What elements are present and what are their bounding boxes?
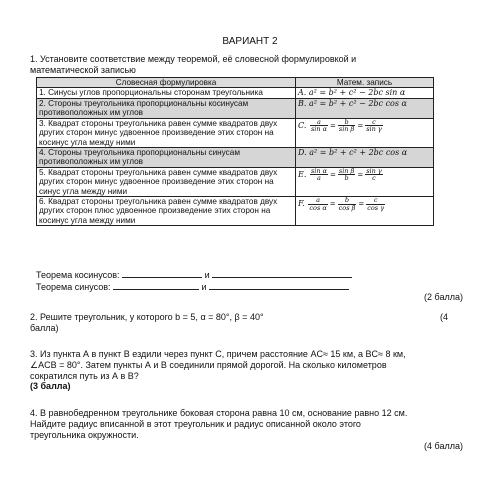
formula-cell: A. a² = b² + c² − 2bc sin α xyxy=(296,88,434,98)
question-4-points: (4 балла) xyxy=(424,441,463,451)
variant-title: ВАРИАНТ 2 xyxy=(222,36,278,47)
question-1-text xyxy=(30,54,430,75)
header-verbal: Словесная формулировка xyxy=(37,78,296,88)
theorem-text: 5. Квадрат стороны треугольника равен сумме квадратов двух других сторон минус удвоенное произведение этих сторон на синус угла между ними xyxy=(37,167,296,196)
question-1-points: (2 балла) xyxy=(424,292,463,302)
table-row xyxy=(37,167,434,196)
question-3-line-3: сократился путь из А в В? xyxy=(30,370,139,381)
cosine-blank-2[interactable] xyxy=(212,268,352,278)
question-3 xyxy=(30,349,470,392)
and-word: и xyxy=(204,270,210,280)
matching-table xyxy=(36,77,434,226)
theorem-text: 6. Квадрат стороны треугольника равен сумме квадратов двух других сторон плюс удвоенное произведение этих сторон на косинус угла между ними xyxy=(37,197,296,226)
formula-cell: E. $\frac{\text{sin α}}{a}$ = $\frac{\text{sin β}}{b}$ = $\frac{\text{sin γ}}{c}$ xyxy=(296,167,434,196)
question-2 xyxy=(30,312,470,323)
theorem-text: 3. Квадрат стороны треугольника равен сумме квадратов двух других сторон минус удвоенное произведение этих сторон на косинус угла между ними xyxy=(37,118,296,147)
table-header-row xyxy=(37,78,434,88)
theorem-text: 4. Стороны треугольника пропорциональны синусам противоположных им углов xyxy=(37,147,296,167)
and-word: и xyxy=(201,282,207,292)
question-3-points: (3 балла) xyxy=(30,381,71,392)
formula-cell: D. a² = b² + c² + 2bc cos α xyxy=(296,147,434,167)
cosine-label: Теорема косинусов: xyxy=(36,270,120,280)
question-2-points: (4 xyxy=(440,312,449,322)
cosine-blank-1[interactable] xyxy=(122,268,202,278)
cosine-answer-line xyxy=(36,268,352,281)
formula-cell: F. $\frac{a}{\text{cos α}}$ = $\frac{b}{\text{cos β}}$ = $\frac{c}{\text{cos γ}}$ xyxy=(296,197,434,226)
theorem-text: 2. Стороны треугольника пропорциональны косинусам противоположных им углов xyxy=(37,98,296,118)
formula-cell: B. a² = b² + c² − 2bc cos α xyxy=(296,98,434,118)
sine-blank-2[interactable] xyxy=(209,280,349,290)
question-4-line-3: треугольника окружности. xyxy=(30,429,139,440)
sine-label: Теорема синусов: xyxy=(36,282,111,292)
table-row xyxy=(37,98,434,118)
table-row xyxy=(37,88,434,98)
table-row xyxy=(37,147,434,167)
header-math: Матем. запись xyxy=(296,78,434,88)
question-2-text: 2. Решите треугольник, у которого b = 5, α = 80°, β = 40° xyxy=(30,312,264,322)
formula-cell: C. $\frac{a}{\text{sin α}}$ = $\frac{b}{\text{sin β}}$ = $\frac{c}{\text{sin γ}}$ xyxy=(296,118,434,147)
question-4-line-1: 4. В равнобедренном треугольнике боковая сторона равна 10 см, основание равно 12 см. xyxy=(30,408,408,418)
table-row xyxy=(37,197,434,226)
question-3-line-1: 3. Из пункта А в пункт В ездили через пункт С, причем расстояние AC≈ 15 км, а BC≈ 8 км, xyxy=(30,349,406,359)
question-2-points-cont: балла) xyxy=(30,323,59,333)
sine-answer-line xyxy=(36,280,349,293)
question-1-line-1: 1. Установите соответствие между теоремой, её словесной формулировкой и xyxy=(30,54,357,64)
question-4 xyxy=(30,408,470,440)
sine-blank-1[interactable] xyxy=(113,280,199,290)
theorem-text: 1. Синусы углов пропорциональны сторонам треугольника xyxy=(37,88,296,98)
question-1-line-2: математической записью xyxy=(30,64,136,75)
table-row xyxy=(37,118,434,147)
question-3-line-2: ∠ACB = 80°. Затем пункты А и В соединили прямой дорогой. На сколько километров xyxy=(30,359,387,370)
question-4-line-2: Найдите радиус вписанной в этот треугольник и радиус описанной около этого xyxy=(30,418,361,429)
